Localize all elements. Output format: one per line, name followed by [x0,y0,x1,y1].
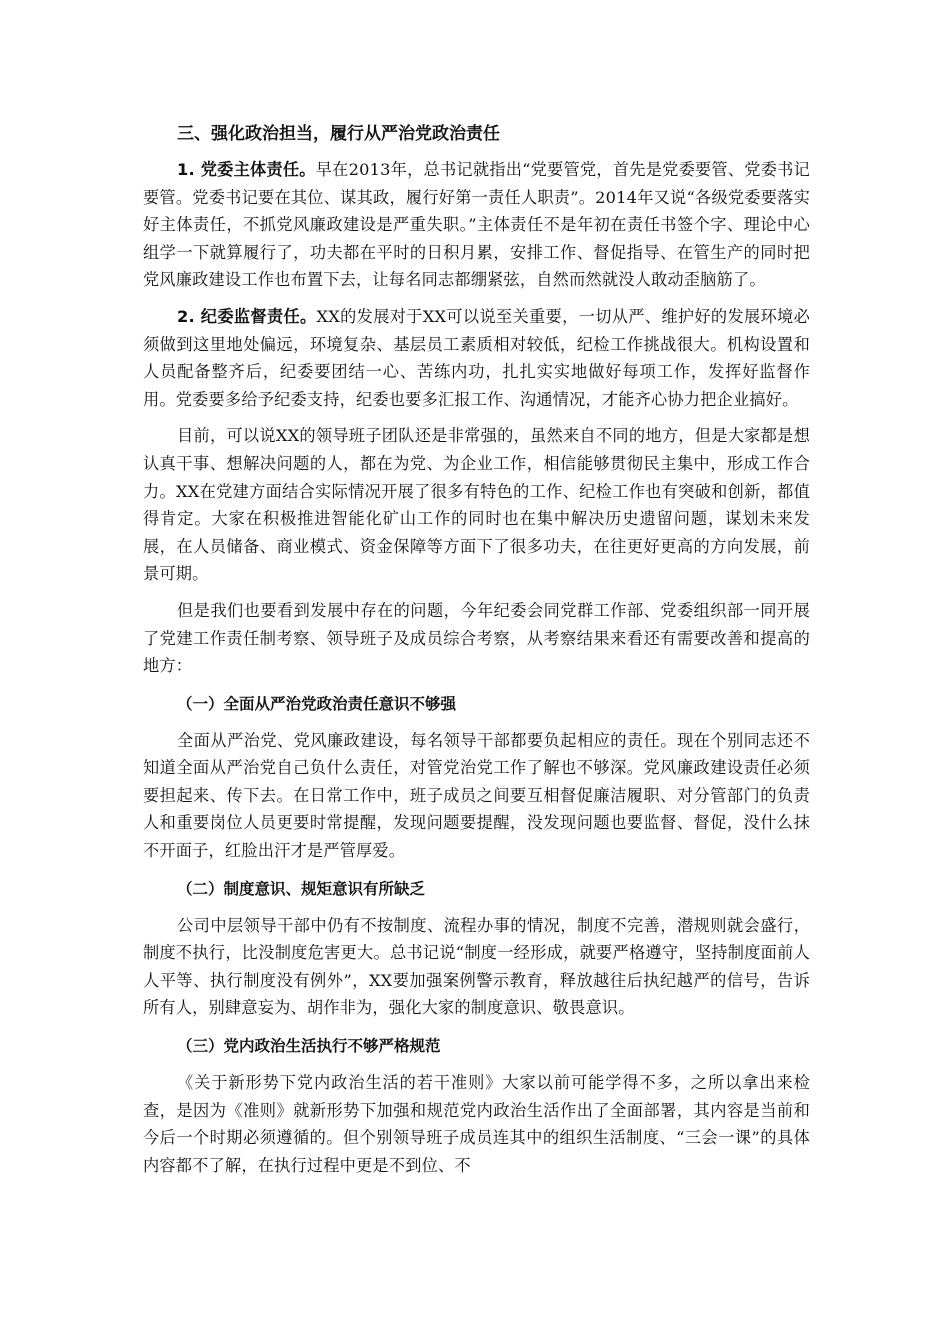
paragraph-problems-intro: 但是我们也要看到发展中存在的问题，今年纪委会同党群工作部、党委组织部一同开展了党建工作责任制考察、领导班子及成员综合考察，从考察结果来看还有需要改善和提高的地方： [143,600,810,676]
paragraph-lead: 1. 党委主体责任。 [177,160,316,179]
subheading-2: （二）制度意识、规矩意识有所缺乏 [177,879,426,898]
paragraph-subsection-3: 《关于新形势下党内政治生活的若干准则》大家以前可能学得不多，之所以拿出来检查，是因为《准则》就新形势下加强和规范党内政治生活作出了全面部署，其内容是当前和今后一个时期必须遵循的。但个别领导班子成员连其中的组织生活制度、“三会一课”的具体内容都不了解，在执行过程中更是不到位、不 [143,1073,810,1175]
subheading-3: （三）党内政治生活执行不够严格规范 [177,1037,441,1056]
paragraph-party-committee-responsibility [143,156,810,294]
paragraph-lead: 2. 纪委监督责任。 [177,306,317,326]
paragraph-subsection-2: 公司中层领导干部中仍有不按制度、流程办事的情况，制度不完善，潜规则就会盛行，制度不执行，比没制度危害更大。总书记说“制度一经形成，就要严格遵守，坚持制度面前人人平等、执行制度没有例外”，XX要加强案例警示教育，释放越往后执纪越严的信号，告诉所有人，别肆意妄为、胡作非为，强化大家的制度意识、敬畏意识。 [143,915,810,1018]
document-body [143,118,810,1188]
section-heading: 三、强化政治担当，履行从严治党政治责任 [177,124,500,144]
paragraph-text: 早在2013年，总书记就指出“党要管党，首先是党委要管、党委书记要管。党委书记要在其位、谋其政，履行好第一责任人职责”。2014年又说“各级党委要落实好主体责任，不抓党风廉政建设是严重失职。”主体责任不是年初在责任书签个字、理论中心组学一下就算履行了，功夫都在平时的日积月累，安排工作、督促指导、在管生产的同时把党风廉政建设工作也布置下去，让每名同志都绷紧弦，自然而然就没人敢动歪脑筋了。 [143,160,810,290]
paragraph-text: XX的发展对于XX可以说至关重要，一切从严、维护好的发展环境必须做到这里地处偏远，环境复杂、基层员工素质相对较低，纪检工作挑战很大。机构设置和人员配备整齐后，纪委要团结一心、苦练内功，扎扎实实地做好每项工作，发挥好监督作用。党委要多给予纪委支持，纪委也要多汇报工作、沟通情况，才能齐心协力把企业搞好。 [143,306,810,409]
paragraph-current-situation: 目前，可以说XX的领导班子团队还是非常强的，虽然来自不同的地方，但是大家都是想认真干事、想解决问题的人，都在为党、为企业工作，相信能够贯彻民主集中，形成工作合力。XX在党建方面结合实际情况开展了很多有特色的工作、纪检工作也有突破和创新，都值得肯定。大家在积极推进智能化矿山工作的同时也在集中解决历史遗留问题，谋划未来发展，在人员储备、商业模式、资金保障等方面下了很多功夫，在往更好更高的方向发展，前景可期。 [143,426,810,584]
paragraph-subsection-1: 全面从严治党、党风廉政建设，每名领导干部都要负起相应的责任。现在个别同志还不知道全面从严治党自己负什么责任，对管党治党工作了解也不够深。党风廉政建设责任必须要担起来、传下去。在日常工作中，班子成员之间要互相督促廉洁履职、对分管部门的负责人和重要岗位人员更要时常提醒，发现问题要提醒，没发现问题也要监督、督促，没什么抹不开面子，红脸出汗才是严管厚爱。 [143,730,810,861]
subheading-1: （一）全面从严治党政治责任意识不够强 [177,694,457,713]
paragraph-discipline-committee-responsibility [143,303,810,413]
